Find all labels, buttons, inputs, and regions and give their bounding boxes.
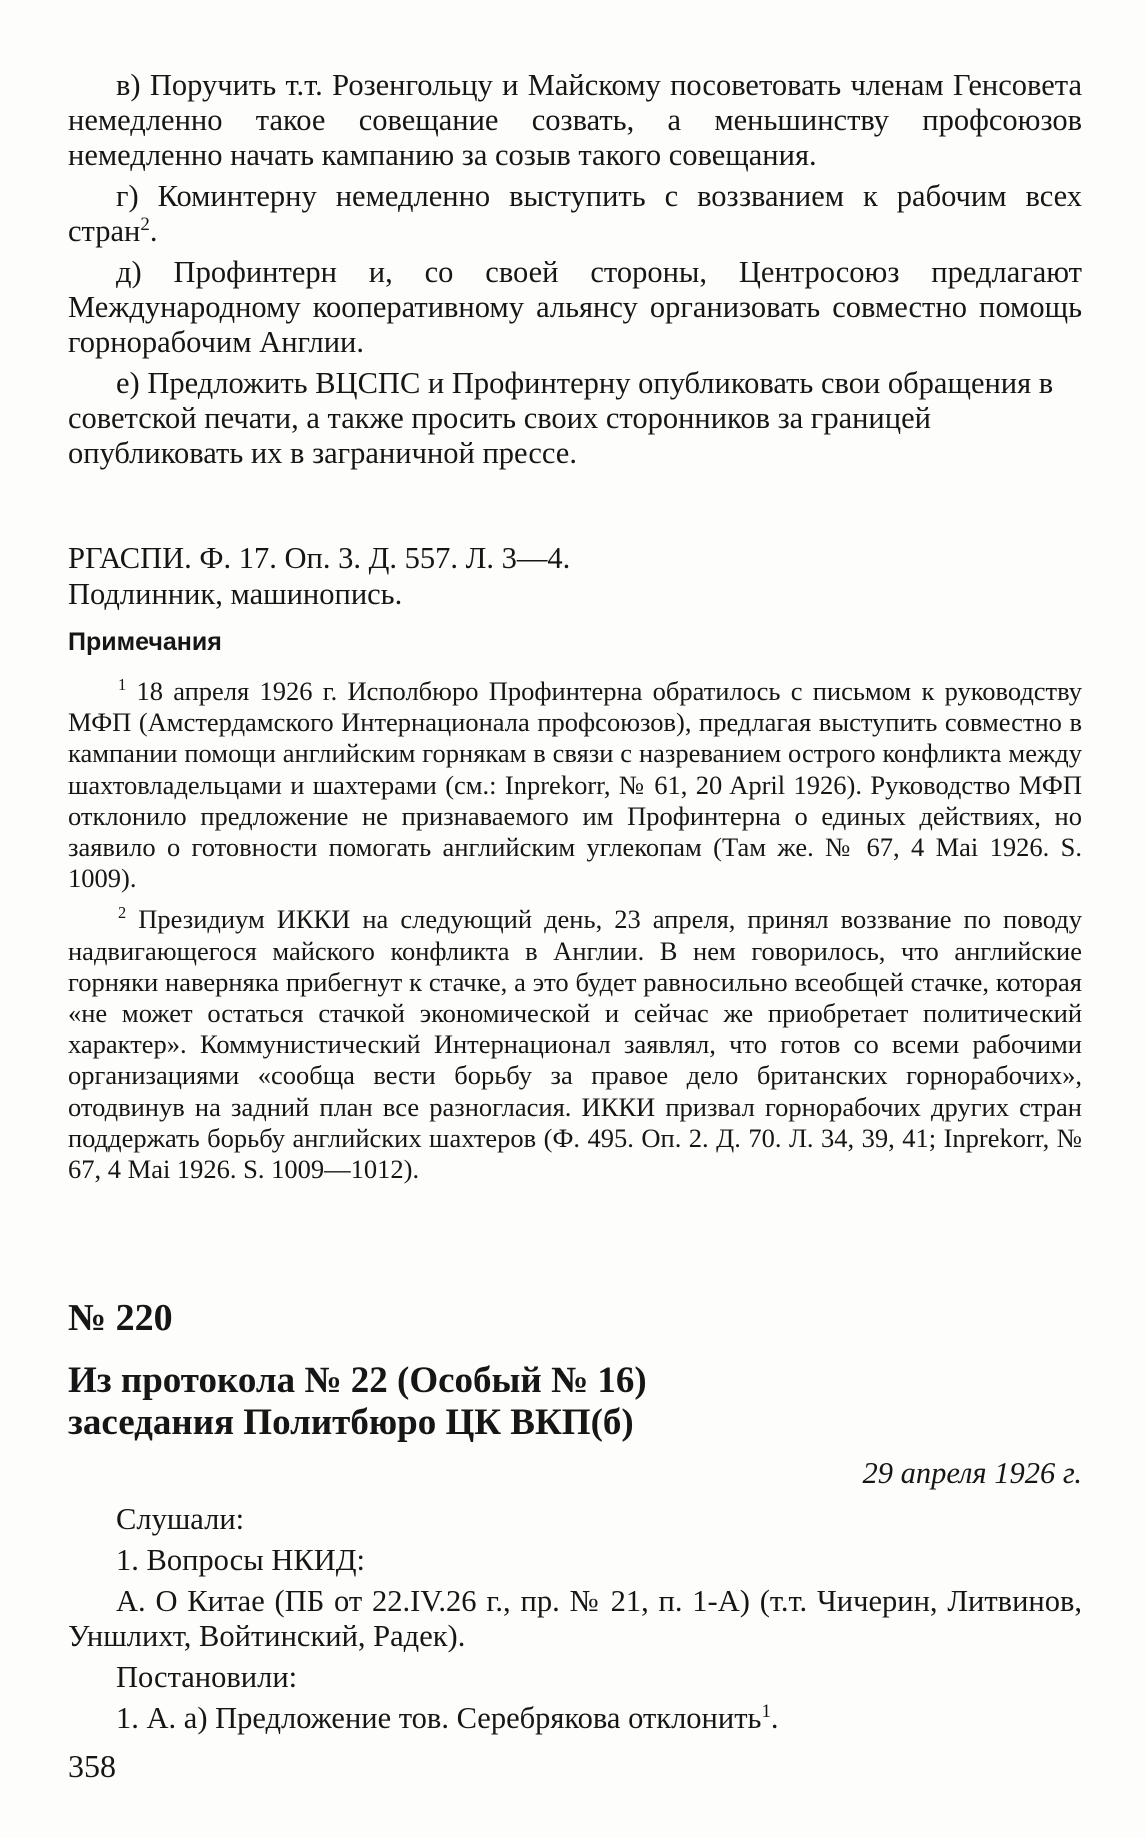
note-2 <box>68 904 1082 1185</box>
resolved-item <box>68 1701 1082 1736</box>
note-1-text: 18 апреля 1926 г. Исполбюро Профинтерна обратилось с письмом к руководству МФП (Амстердамского Интернационала профсоюзов), предлагая выступить совместно в кампании помощи английским горнякам в связи с назреванием острого конфликта между шахтовладельцами и шахтерами (см.: Inprekorr, № 61, 20 April 1926). Руководство МФП отклонило предложение не признаваемого им Профинтерна о единых действиях, но заявило о готовности помогать английским углекопам (Там же. № 67, 4 Mai 1926. S. 1009). <box>68 676 1082 894</box>
document-date-row <box>68 1456 1082 1491</box>
paragraph-e: е) Предложить ВЦСПС и Профинтерну опубликовать свои обращения в советской печати, а также просить своих сторонников за границей опубликовать их в заграничной прессе. <box>68 366 1054 470</box>
archive-reference: РГАСПИ. Ф. 17. Оп. 3. Д. 557. Л. 3—4. <box>68 541 571 575</box>
notes-list <box>68 676 1082 1195</box>
paragraph-d: д) Профинтерн и, со своей стороны, Центросоюз предлагают Международному кооперативному альянсу организовать совместно помощь горнорабочим Англии. <box>68 255 1082 359</box>
note-2-marker: 2 <box>118 903 127 923</box>
archive-source <box>68 540 1082 612</box>
notes-section <box>68 628 1082 657</box>
document-date: 29 апреля 1926 г. <box>862 1456 1082 1490</box>
note-1 <box>68 676 1082 894</box>
document-header <box>68 1296 1082 1340</box>
body-text <box>68 68 1082 477</box>
document-title <box>68 1360 1082 1444</box>
document-body <box>68 1502 1082 1742</box>
page-number: 358 <box>68 1748 116 1784</box>
paragraph-g-period: . <box>149 214 158 248</box>
resolved-item-text: 1. А. а) Предложение тов. Серебрякова отклонить <box>116 1701 762 1735</box>
resolved-item-period: . <box>770 1701 779 1735</box>
heard-item-a: А. О Китае (ПБ от 22.IV.26 г., пр. № 21, п. 1-А) (т.т. Чичерин, Литвинов, Уншлихт, Войтинский, Радек). <box>68 1584 1082 1653</box>
paragraph-g <box>68 179 1082 249</box>
note-2-text: Президиум ИККИ на следующий день, 23 апреля, принял воззвание по поводу надвигающегося майского конфликта в Англии. В нем говорилось, что английские горняки наверняка прибегнут к стачке, а это будет равносильно всеобщей стачке, которая «не может остаться стачкой экономической и сейчас же приобретает политический характер». Коммунистический Интернационал заявлял, что готов со всеми рабочими организациями «сообща вести борьбу за правое дело британских горнорабочих», отодвинув на задний план все разногласия. ИККИ призвал горнорабочих других стран поддержать борьбу английских шахтеров (Ф. 495. Оп. 2. Д. 70. Л. 34, 39, 41; Inprekorr, № 67, 4 Mai 1926. S. 1009—1012). <box>68 904 1082 1185</box>
heard-label: Слушали: <box>116 1502 245 1536</box>
paragraph-v: в) Поручить т.т. Розенгольцу и Майскому посоветовать членам Генсовета немедленно такое совещание созвать, а меньшинству профсоюзов немедленно начать кампанию за созыв такого совещания. <box>68 68 1082 172</box>
note-1-marker: 1 <box>118 675 127 695</box>
archive-note: Подлинник, машинопись. <box>68 577 403 611</box>
heard-item: 1. Вопросы НКИД: <box>116 1543 366 1577</box>
notes-heading: Примечания <box>68 628 222 656</box>
paragraph-g-text: г) Коминтерну немедленно выступить с воззванием к рабочим всех стран <box>68 179 1082 248</box>
footnote-ref-2[interactable]: 2 <box>140 213 150 235</box>
document-title-line2: заседания Политбюро ЦК ВКП(б) <box>68 1402 634 1443</box>
footnote-ref-1[interactable]: 1 <box>761 1700 771 1722</box>
document-number: № 220 <box>68 1297 173 1339</box>
document-title-line1: Из протокола № 22 (Особый № 16) <box>68 1360 647 1401</box>
resolved-label: Постановили: <box>116 1660 298 1694</box>
